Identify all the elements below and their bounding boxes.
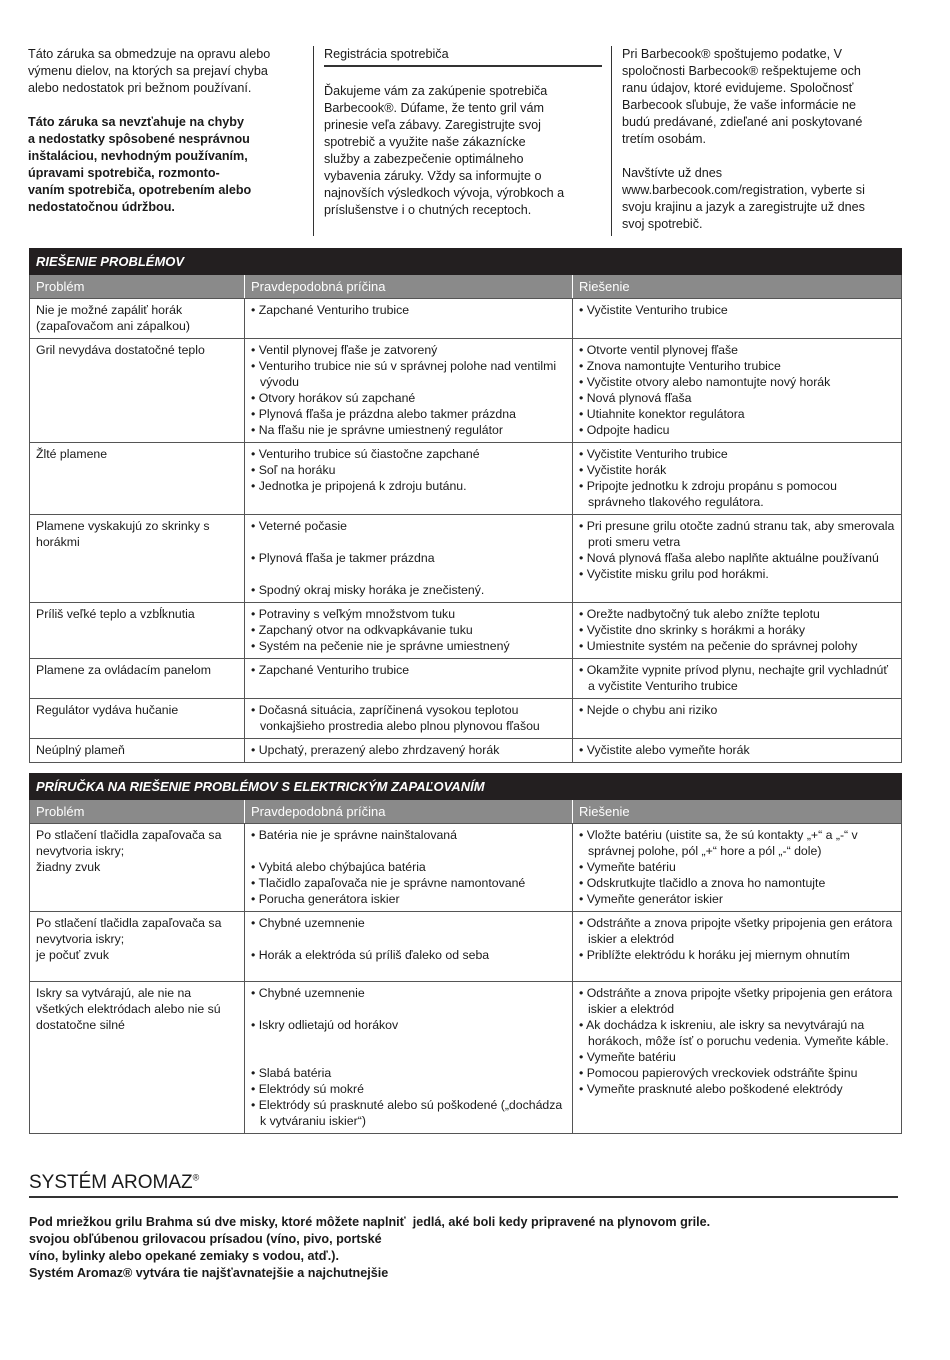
registration-text: Ďakujeme vám za zakúpenie spotrebiča Barbecook®. Dúfame, že tento gril vám prinesie veľa zábavy. Zaregistrujte svoj spotrebič a využite naše zákaznícke služby a zabezpečenie optimálneho vybavenia záruky. Vždy sa informujte o najnovších výsledkoch vývoja, výrobkoch a príslušenstve i o chutných receptoch. xyxy=(324,84,565,217)
solution-item: • Odskrutkujte tlačidlo a znova ho namontujte xyxy=(579,875,895,891)
cause-item: • Zapchaný otvor na odkvapkávanie tuku xyxy=(251,622,566,638)
cause-item: • Batéria nie je správne nainštalovaná xyxy=(251,827,566,843)
cause-cell xyxy=(245,699,573,739)
solution-item: • Otvorte ventil plynovej fľaše xyxy=(579,342,895,358)
solution-cell xyxy=(573,912,902,982)
solution-cell xyxy=(573,982,902,1134)
column-header-cause: Pravdepodobná príčina xyxy=(245,800,573,824)
problem-cell xyxy=(30,659,245,699)
spacer xyxy=(251,931,566,947)
cause-item: • Jednotka je pripojená k zdroju butánu. xyxy=(251,478,566,494)
cause-cell xyxy=(245,443,573,515)
solution-item: • Nejde o chybu ani riziko xyxy=(579,702,895,718)
solution-item: • Vymeňte batériu xyxy=(579,1049,895,1065)
table-row xyxy=(30,982,902,1134)
problem-cell xyxy=(30,515,245,603)
solution-cell xyxy=(573,299,902,339)
solution-cell xyxy=(573,699,902,739)
solution-item: • Vložte batériu (uistite sa, že sú kontakty „+“ a „-“ v správnej polohe, pól „+“ hore a pól „-“ dole) xyxy=(579,827,895,859)
solution-item: • Umiestnite systém na pečenie do správnej polohy xyxy=(579,638,895,654)
aromaz-title-text: SYSTÉM AROMAZ xyxy=(29,1172,193,1193)
column-header-solution: Riešenie xyxy=(573,275,902,299)
problem-text: Neúplný plameň xyxy=(36,743,125,757)
table-row xyxy=(30,699,902,739)
table-title: RIEŠENIE PROBLÉMOV xyxy=(30,249,902,275)
cause-cell xyxy=(245,515,573,603)
cause-item: • Elektródy sú mokré xyxy=(251,1081,566,1097)
problem-text: Regulátor vydáva hučanie xyxy=(36,703,179,717)
problem-text: Po stlačení tlačidla zapaľovača sa nevytvoria iskry; žiadny zvuk xyxy=(36,828,222,874)
spacer xyxy=(251,566,566,582)
problem-text: Po stlačení tlačidla zapaľovača sa nevytvoria iskry; je počuť zvuk xyxy=(36,916,222,962)
cause-item: • Elektródy sú prasknuté alebo sú poškodené („dochádza k vytváraniu iskier“) xyxy=(251,1097,566,1129)
aromaz-section-title xyxy=(29,1172,898,1198)
table-title: PRÍRUČKA NA RIEŠENIE PROBLÉMOV S ELEKTRICKÝM ZAPAĽOVANÍM xyxy=(30,774,902,800)
cause-item: • Zapchané Venturiho trubice xyxy=(251,302,566,318)
problem-cell xyxy=(30,739,245,763)
cause-cell xyxy=(245,659,573,699)
aromaz-description xyxy=(29,1214,889,1282)
cause-item: • Zapchané Venturiho trubice xyxy=(251,662,566,678)
cause-item: • Potraviny s veľkým množstvom tuku xyxy=(251,606,566,622)
troubleshooting-table xyxy=(29,248,902,763)
cause-item: • Porucha generátora iskier xyxy=(251,891,566,907)
cause-item: • Venturiho trubice sú čiastočne zapchané xyxy=(251,446,566,462)
solution-item: • Vyčistite misku grilu pod horákmi. xyxy=(579,566,895,582)
solution-cell xyxy=(573,443,902,515)
cause-item: • Slabá batéria xyxy=(251,1065,566,1081)
solution-cell xyxy=(573,659,902,699)
problem-text: Iskry sa vytvárajú, ale nie na všetkých elektródach alebo nie sú dostatočne silné xyxy=(36,986,221,1032)
cause-item: • Veterné počasie xyxy=(251,518,566,534)
problem-text: Gril nevydáva dostatočné teplo xyxy=(36,343,205,357)
solution-item: • Nová plynová fľaša xyxy=(579,390,895,406)
cause-cell xyxy=(245,299,573,339)
column-header-problem: Problém xyxy=(30,275,245,299)
cause-item: • Chybné uzemnenie xyxy=(251,915,566,931)
solution-item: • Odstráňte a znova pripojte všetky pripojenia gen erátora iskier a elektród xyxy=(579,915,895,947)
spacer xyxy=(251,534,566,550)
solution-item: • Vyčistite otvory alebo namontujte nový horák xyxy=(579,374,895,390)
aromaz-line: svojou obľúbenou grilovacou prísadou (víno, pivo, portské xyxy=(29,1232,382,1246)
solution-item: • Utiahnite konektor regulátora xyxy=(579,406,895,422)
problem-cell xyxy=(30,339,245,443)
warranty-column xyxy=(28,46,310,216)
cause-cell xyxy=(245,603,573,659)
solution-item: • Vymeňte prasknuté alebo poškodené elektródy xyxy=(579,1081,895,1097)
cause-item: • Iskry odlietajú od horákov xyxy=(251,1017,566,1033)
solution-item: • Orežte nadbytočný tuk alebo znížte teplotu xyxy=(579,606,895,622)
column-header-solution: Riešenie xyxy=(573,800,902,824)
table-row xyxy=(30,824,902,912)
cause-item: • Upchatý, prerazený alebo zhrdzavený horák xyxy=(251,742,566,758)
cause-cell xyxy=(245,912,573,982)
ignition-troubleshooting-table xyxy=(29,773,902,1134)
cause-item: • Tlačidlo zapaľovača nie je správne namontované xyxy=(251,875,566,891)
cause-item: • Na fľašu nie je správne umiestnený regulátor xyxy=(251,422,566,438)
warranty-text: Táto záruka sa obmedzuje na opravu alebo výmenu dielov, na ktorých sa prejaví chyba alebo nedostatok pri bežnom používaní. xyxy=(28,47,271,95)
warranty-exclusions-text: Táto záruka sa nevzťahuje na chyby a nedostatky spôsobené nesprávnou inštaláciou, nevhodným používaním, úpravami spotrebiča, rozmonto- vaním spotrebiča, opotrebením alebo nedostatočnou údržbou. xyxy=(28,115,252,214)
solution-cell xyxy=(573,824,902,912)
cause-item: • Plynová fľaša je prázdna alebo takmer prázdna xyxy=(251,406,566,422)
cause-item: • Plynová fľaša je takmer prázdna xyxy=(251,550,566,566)
problem-text: Plamene za ovládacím panelom xyxy=(36,663,211,677)
cause-item: • Otvory horákov sú zapchané xyxy=(251,390,566,406)
registration-visit-text: Navštívte už dnes www.barbecook.com/registration, vyberte si svoju krajinu a jazyk a zaregistrujte už dnes svoj spotrebič. xyxy=(622,166,865,231)
problem-cell xyxy=(30,982,245,1134)
table-row xyxy=(30,515,902,603)
cause-item: • Horák a elektróda sú príliš ďaleko od seba xyxy=(251,947,566,963)
column-divider xyxy=(313,46,314,236)
table-row xyxy=(30,739,902,763)
problem-text: Plamene vyskakujú zo skrinky s horákmi xyxy=(36,519,210,549)
solution-item: • Vymeňte generátor iskier xyxy=(579,891,895,907)
cause-item: • Ventil plynovej fľaše je zatvorený xyxy=(251,342,566,358)
problem-cell xyxy=(30,824,245,912)
solution-item: • Okamžite vypnite prívod plynu, nechajte gril vychladnúť a vyčistite Venturiho trubice xyxy=(579,662,895,694)
column-header-cause: Pravdepodobná príčina xyxy=(245,275,573,299)
registration-column xyxy=(324,46,602,219)
cause-item: • Spodný okraj misky horáka je znečistený. xyxy=(251,582,566,598)
aromaz-line: Systém Aromaz® vytvára tie najšťavnatejšie a najchutnejšie xyxy=(29,1266,389,1280)
solution-item: • Pomocou papierových vreckoviek odstráňte špinu xyxy=(579,1065,895,1081)
solution-cell xyxy=(573,739,902,763)
spacer xyxy=(251,1033,566,1049)
cause-cell xyxy=(245,339,573,443)
solution-item: • Pri presune grilu otočte zadnú stranu tak, aby smerovala proti smeru vetra xyxy=(579,518,895,550)
cause-item: • Vybitá alebo chýbajúca batéria xyxy=(251,859,566,875)
solution-item: • Vyčistite alebo vymeňte horák xyxy=(579,742,895,758)
aromaz-line: Pod mriežkou grilu Brahma sú dve misky, ktoré môžete naplniť jedlá, aké boli kedy pripravené na plynovom grile. xyxy=(29,1215,711,1229)
spacer xyxy=(251,1001,566,1017)
aromaz-line: víno, bylinky alebo opekané zemiaky s vodou, atď.). xyxy=(29,1249,339,1263)
cause-item: • Dočasná situácia, zapríčinená vysokou teplotou vonkajšieho prostredia alebo plnou plynovou fľašou xyxy=(251,702,566,734)
solution-cell xyxy=(573,603,902,659)
privacy-column xyxy=(622,46,902,233)
solution-item: • Odpojte hadicu xyxy=(579,422,895,438)
solution-item: • Priblížte elektródu k horáku jej miernym ohnutím xyxy=(579,947,895,963)
table-row xyxy=(30,659,902,699)
table-row xyxy=(30,443,902,515)
solution-item: • Vyčistite horák xyxy=(579,462,895,478)
problem-text: Žlté plamene xyxy=(36,447,108,461)
column-header-problem: Problém xyxy=(30,800,245,824)
solution-item: • Vyčistite dno skrinky s horákmi a horáky xyxy=(579,622,895,638)
table-row xyxy=(30,912,902,982)
problem-cell xyxy=(30,912,245,982)
solution-item: • Odstráňte a znova pripojte všetky pripojenia gen erátora iskier a elektród xyxy=(579,985,895,1017)
table-row xyxy=(30,299,902,339)
problem-text: Nie je možné zapáliť horák (zapaľovačom ani zápalkou) xyxy=(36,303,190,333)
problem-cell xyxy=(30,299,245,339)
cause-item: • Venturiho trubice nie sú v správnej polohe nad ventilmi vývodu xyxy=(251,358,566,390)
column-divider xyxy=(611,46,612,236)
cause-item: • Chybné uzemnenie xyxy=(251,985,566,1001)
solution-item: • Ak dochádza k iskreniu, ale iskry sa nevytvárajú na horákoch, môže ísť o poruchu vedenia. Vymeňte káble. xyxy=(579,1017,895,1049)
intro-columns xyxy=(28,46,900,236)
registered-mark: ® xyxy=(192,1172,200,1183)
cause-cell xyxy=(245,982,573,1134)
solution-item: • Vymeňte batériu xyxy=(579,859,895,875)
solution-cell xyxy=(573,339,902,443)
cause-item: • Soľ na horáku xyxy=(251,462,566,478)
solution-cell xyxy=(573,515,902,603)
cause-cell xyxy=(245,739,573,763)
table-row xyxy=(30,603,902,659)
solution-item: • Pripojte jednotku k zdroju propánu s pomocou správneho tlakového regulátora. xyxy=(579,478,895,510)
solution-item: • Nová plynová fľaša alebo naplňte aktuálne používanú xyxy=(579,550,895,566)
problem-cell xyxy=(30,443,245,515)
solution-item: • Vyčistite Venturiho trubice xyxy=(579,446,895,462)
registration-heading: Registrácia spotrebiča xyxy=(324,46,602,67)
solution-item: • Vyčistite Venturiho trubice xyxy=(579,302,895,318)
problem-cell xyxy=(30,603,245,659)
problem-cell xyxy=(30,699,245,739)
spacer xyxy=(251,1049,566,1065)
privacy-text: Pri Barbecook® spoštujemo podatke, V spoločnosti Barbecook® rešpektujeme och ranu údajov, ktoré evidujeme. Spoločnosť Barbecook sľubuje, že vaše informácie ne budú predávané, zdieľané ani poskytované tretím osobám. xyxy=(622,47,863,146)
solution-item: • Znova namontujte Venturiho trubice xyxy=(579,358,895,374)
spacer xyxy=(251,843,566,859)
cause-cell xyxy=(245,824,573,912)
table-row xyxy=(30,339,902,443)
problem-text: Príliš veľké teplo a vzbĺknutia xyxy=(36,607,195,621)
cause-item: • Systém na pečenie nie je správne umiestnený xyxy=(251,638,566,654)
